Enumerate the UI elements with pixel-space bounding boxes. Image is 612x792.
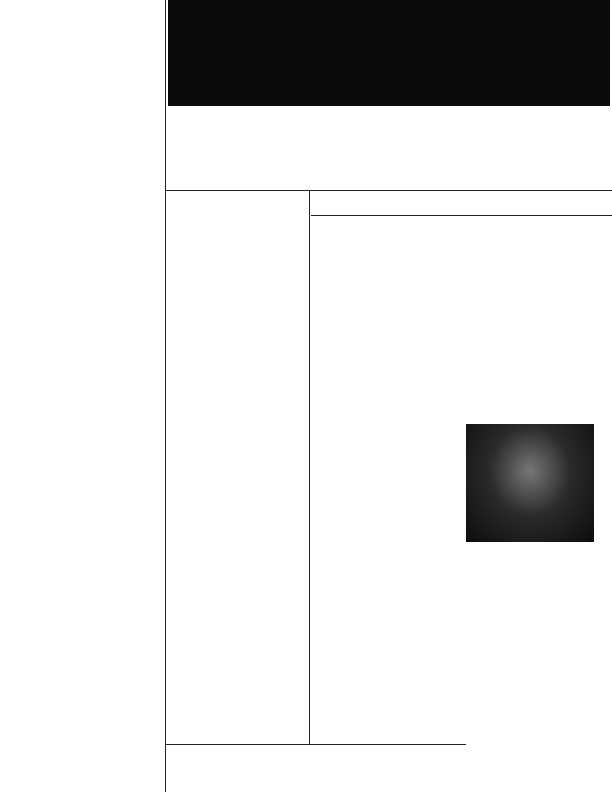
rule-above-camillo bbox=[166, 744, 466, 745]
queen-photo bbox=[168, 0, 610, 106]
rule-under-queen bbox=[166, 190, 612, 191]
rule-under-kicker bbox=[311, 215, 612, 216]
column-rule-middle bbox=[309, 191, 310, 744]
playgirl-body bbox=[170, 322, 306, 752]
boy-body-a bbox=[313, 349, 460, 741]
charles-pearce-photo bbox=[466, 424, 594, 542]
left-column bbox=[2, 0, 162, 792]
column-rule-left bbox=[165, 0, 166, 792]
boy-body-b bbox=[467, 560, 610, 786]
